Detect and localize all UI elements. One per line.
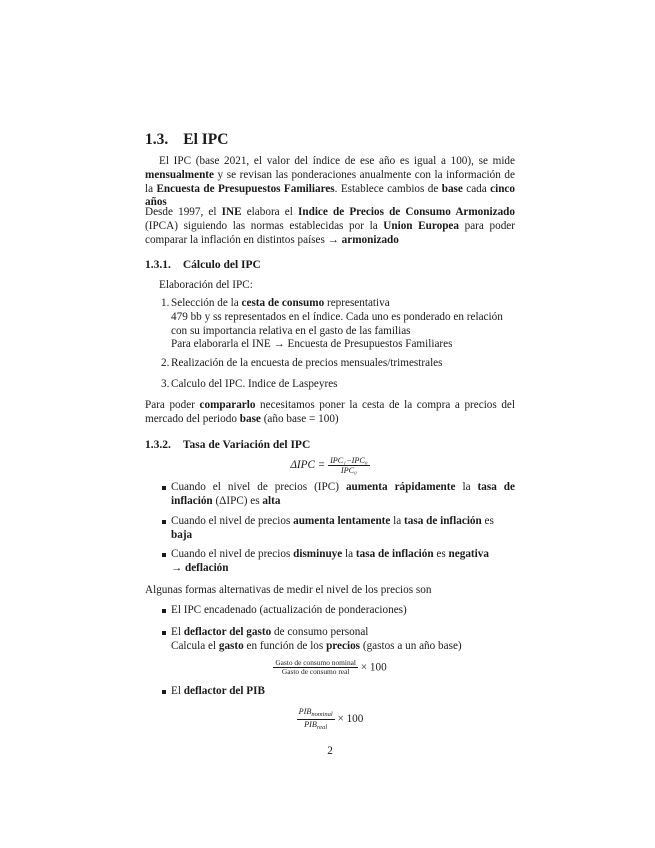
list-item: 2. Realización de la encuesta de precios mensuales/trimestrales [161, 357, 443, 369]
bullet-icon [162, 690, 166, 694]
list-item: El IPC encadenado (actualización de ponderaciones) [161, 604, 515, 618]
list-item: 1. Selección de la cesta de consumo representativa 479 bb y ss representados en el índice. Cada uno es ponderado en relación con su importancia relativa en el gasto de las familias Para elaborarla el INE → Encuesta de Presupuestos Familiares [161, 297, 503, 351]
list-item: Cuando el nivel de precios (IPC) aumenta rápidamente la tasa de inflación (ΔIPC) es alta [161, 481, 515, 509]
deflactor-pib-formula: $\frac{PIB_{nominal}}{PIB_{real}}$ × 100 [298, 707, 364, 731]
subsection-heading-1: 1.3.1. Cálculo del IPC [145, 259, 261, 271]
bullet-icon [162, 486, 166, 490]
section-title: El IPC [183, 131, 229, 148]
list-item: Cuando el nivel de precios aumenta lentamente la tasa de inflación es baja [161, 515, 515, 543]
bullet-icon [162, 520, 166, 524]
section-heading [145, 133, 228, 147]
sub1-lead: Elaboración del IPC: [159, 279, 253, 291]
formula-fraction: $\frac{\text{Gasto de consumo nominal}}{\text{Gasto de consumo real}}$ [275, 658, 356, 677]
bullet-icon [162, 609, 166, 613]
list-item: El deflactor del PIB [161, 685, 515, 699]
intro-paragraph-2: Desde 1997, el INE elabora el Indice de Precios de Consumo Armonizado (IPCA) siguiendo las normas establecidas por la Union Europea para poder comparar la inflación en distintos países → armonizado [145, 206, 515, 246]
bullet-icon [162, 631, 166, 635]
formula-fraction: $\frac{\text{IPC₁−IPC₀}}{\text{IPC₀}}$ [330, 456, 368, 475]
list-item: 3. Calculo del IPC. Indice de Laspeyres [161, 378, 338, 390]
page-number: 2 [327, 745, 333, 757]
sub1-closing: Para poder compararlo necesitamos poner la cesta de la compra a precios del mercado del periodo base (año base = 100) [145, 399, 515, 425]
list-item: Cuando el nivel de precios disminuye la tasa de inflación es negativa → deflación [161, 548, 515, 576]
intro-paragraph-1: El IPC (base 2021, el valor del índice de ese año es igual a 100), se mide mensualmente y se revisan las ponderaciones anualmente con la información de la Encuesta de Presupuestos Familiares. Establece cambios de base cada cinco años [145, 155, 515, 209]
formula-fraction: $\frac{PIB_{nominal}}{PIB_{real}}$ [298, 707, 333, 731]
list-item: El deflactor del gasto de consumo personal Calcula el gasto en función de los precios (gastos a un año base) [161, 626, 515, 654]
subsection-heading-2: 1.3.2. Tasa de Variación del IPC [145, 439, 311, 451]
alt-lead: Algunas formas alternativas de medir el nivel de los precios son [145, 584, 432, 596]
deflactor-gasto-formula: $\frac{\text{Gasto de consumo nominal}}{\text{Gasto de consumo real}}$ × 100 [275, 658, 387, 677]
section-number: 1.3. [145, 131, 169, 148]
delta-ipc-formula: ΔIPC = $\frac{\text{IPC₁−IPC₀}}{\text{IPC₀}}$ [290, 456, 368, 475]
bullet-icon [162, 553, 166, 557]
